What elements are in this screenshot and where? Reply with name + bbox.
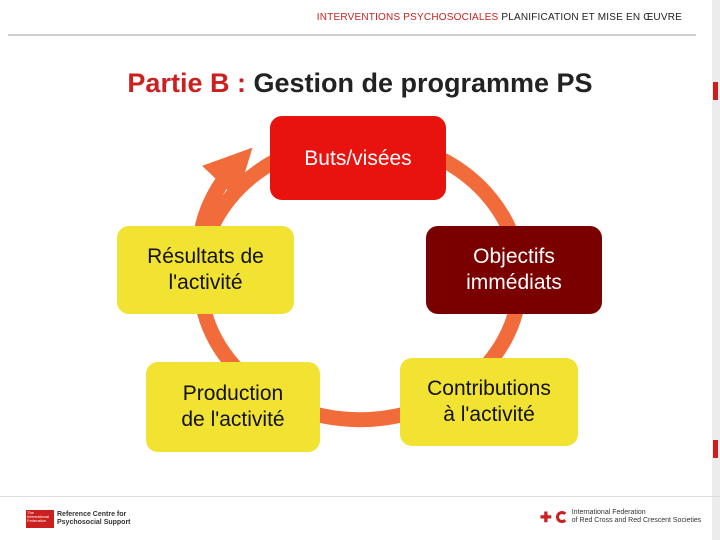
node-objectives-line2: immédiats	[466, 271, 562, 294]
node-results-line2: l'activité	[168, 271, 243, 294]
footer-divider	[0, 496, 720, 497]
logo-left-line1: Reference Centre for	[57, 511, 127, 518]
node-production-line1: Production	[182, 382, 284, 406]
node-goals	[270, 116, 446, 200]
node-activity-contributions	[400, 358, 578, 446]
reference-centre-logo	[26, 510, 131, 528]
node-activity-results	[117, 226, 294, 314]
logo-right-line2: of Red Cross and Red Crescent Societies	[571, 517, 702, 524]
node-production-line2: de l'activité	[181, 408, 285, 431]
node-results-line1: Résultats de	[147, 245, 264, 269]
red-crescent-icon	[556, 511, 568, 523]
red-cross-icon: ✚	[540, 509, 552, 525]
node-contributions-line2: à l'activité	[443, 403, 535, 426]
ifrc-badge-icon: The International Federation	[26, 510, 54, 528]
ifrc-logo	[540, 509, 701, 525]
node-contributions-line1: Contributions	[427, 377, 551, 401]
node-activity-production	[146, 362, 320, 452]
header-subtitle: PLANIFICATION ET MISE EN ŒUVRE	[498, 12, 682, 23]
logo-left-line2: Psychosocial Support	[57, 519, 131, 526]
node-objectives-line1: Objectifs	[473, 245, 555, 269]
node-goals-label: Buts/visées	[304, 147, 412, 170]
header-topic: INTERVENTIONS PSYCHOSOCIALES	[316, 12, 499, 23]
logo-right-line1: International Federation	[571, 509, 646, 516]
title-main: Gestion de programme PS	[253, 68, 593, 98]
node-immediate-objectives	[426, 226, 602, 314]
title-prefix: Partie B :	[127, 68, 254, 98]
